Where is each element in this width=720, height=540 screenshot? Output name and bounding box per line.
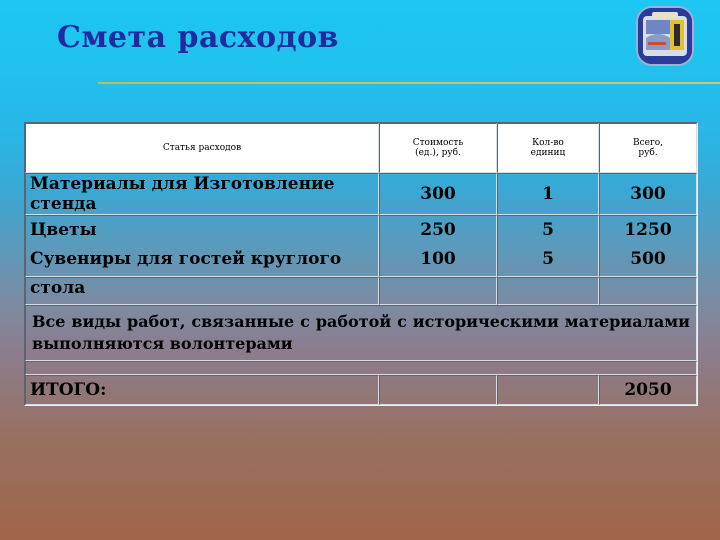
table-row	[25, 173, 697, 215]
row-item: Цветы	[30, 220, 97, 240]
header-total	[599, 123, 697, 173]
emblem-logo-icon	[636, 6, 694, 66]
header-qty-line1: Кол-во	[532, 138, 564, 148]
row-qty: 1	[497, 173, 599, 215]
spacer-row	[25, 361, 697, 375]
row-cost: 250	[420, 220, 456, 240]
header-total-line1: Всего,	[633, 138, 663, 148]
page-title: Смета расходов	[57, 20, 339, 55]
title-divider	[98, 82, 720, 84]
row-cost: 300	[379, 173, 497, 215]
table-row	[25, 215, 697, 277]
empty-cell	[379, 375, 497, 405]
row-total: 300	[599, 173, 697, 215]
row-total: 500	[630, 249, 666, 269]
note-row	[25, 305, 697, 361]
empty-cell	[599, 277, 697, 305]
row-qty: 5	[542, 249, 554, 269]
row-qty-multi	[497, 215, 599, 277]
total-label: ИТОГО:	[25, 375, 379, 405]
header-cost	[379, 123, 497, 173]
row-total: 1250	[624, 220, 672, 240]
header-qty	[497, 123, 599, 173]
table-row	[25, 277, 697, 305]
row-item: Материалы для Изготовление стенда	[25, 173, 379, 215]
row-total-multi	[599, 215, 697, 277]
header-cost-line1: Стоимость	[412, 138, 464, 148]
empty-cell	[497, 375, 599, 405]
header-total-line2: руб.	[638, 148, 658, 158]
header-cost-line2: (ед.), руб.	[415, 148, 461, 158]
empty-cell	[25, 361, 697, 375]
row-item: Сувениры для гостей круглого стола	[30, 249, 342, 298]
row-item-multi	[25, 215, 379, 298]
row-cost: 100	[420, 249, 456, 269]
header-item	[25, 123, 379, 173]
expense-table	[24, 122, 698, 406]
empty-cell	[497, 277, 599, 305]
table-header-row	[25, 123, 697, 173]
total-value: 2050	[599, 375, 697, 405]
total-row	[25, 375, 697, 405]
empty-cell	[379, 277, 497, 305]
row-cost-multi	[379, 215, 497, 277]
header-item-label: Статья расходов	[162, 143, 242, 153]
note-text: Все виды работ, связанные с работой с историческими материалами выполняются волонтерами	[25, 305, 697, 361]
header-qty-line2: единиц	[530, 148, 566, 158]
row-qty: 5	[542, 220, 554, 240]
